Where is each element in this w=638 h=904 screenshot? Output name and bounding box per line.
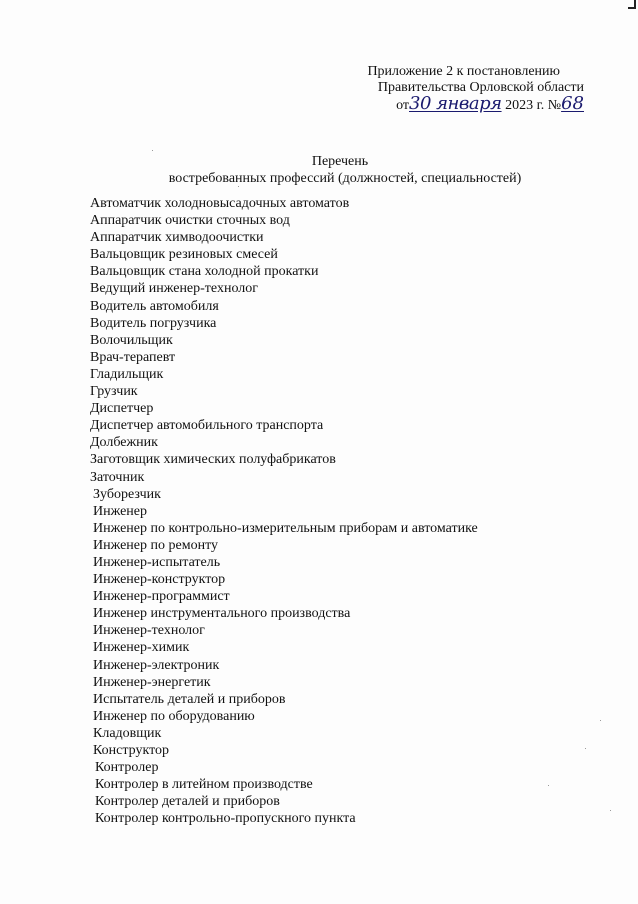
list-item: Конструктор	[93, 743, 170, 758]
appendix-date-row	[354, 93, 584, 114]
list-item: Зуборезчик	[93, 486, 161, 502]
scan-speck	[238, 186, 239, 187]
scan-speck	[600, 720, 601, 721]
list-item: Инженер по ремонту	[93, 537, 219, 553]
handwritten-number: 68	[561, 93, 584, 114]
list-item: Врач-терапевт	[90, 349, 176, 365]
list-item: Водитель автомобиля	[90, 298, 219, 314]
heading-title: Перечень	[311, 154, 369, 169]
list-item: Аппаратчик очистки сточных вод	[90, 213, 290, 229]
from-prefix: от	[396, 98, 409, 113]
handwritten-date: 30 января	[409, 93, 502, 114]
appendix-line-1: Приложение 2 к постановлению	[367, 64, 560, 79]
list-item: Ведущий инженер-технолог	[90, 281, 258, 297]
appendix-line-2: Правительства Орловской области	[377, 80, 584, 95]
list-item: Диспетчер автомобильного транспорта	[90, 418, 324, 434]
list-item: Инженер по контрольно-измерительным приборам и автоматике	[93, 520, 478, 536]
list-item: Вальцовщик резиновых смесей	[90, 247, 278, 263]
list-item: Инженер-энергетик	[93, 674, 211, 690]
list-item: Долбежник	[90, 435, 158, 451]
heading-subtitle: востребованных профессий (должностей, специальностей)	[168, 171, 522, 186]
list-item: Инженер-программист	[93, 589, 230, 605]
scan-speck	[585, 748, 586, 749]
list-item: Диспетчер	[90, 401, 154, 417]
list-item: Инженер-электроник	[93, 657, 220, 673]
list-item: Инженер-конструктор	[93, 572, 226, 588]
list-item: Вальцовщик стана холодной прокатки	[90, 264, 319, 280]
list-item: Испытатель деталей и приборов	[93, 691, 286, 707]
list-item: Инженер-технолог	[93, 623, 205, 639]
scan-speck	[548, 785, 549, 786]
appendix-block	[354, 64, 584, 114]
list-item: Контролер деталей и приборов	[95, 794, 280, 810]
list-item: Аппаратчик химводоочистки	[90, 230, 264, 246]
list-item: Инженер-химик	[93, 640, 190, 656]
scan-corner-mark	[628, 0, 636, 9]
scan-speck	[152, 150, 153, 151]
list-item: Кладовщик	[93, 725, 162, 741]
list-item: Заготовщик химических полуфабрикатов	[90, 452, 336, 468]
document-heading	[140, 153, 540, 187]
list-item: Автоматчик холодновысадочных автоматов	[90, 196, 350, 211]
list-item: Контролер в литейном производстве	[95, 777, 313, 793]
list-item: Инженер инструментального производства	[93, 606, 351, 622]
professions-list	[90, 195, 478, 827]
list-item: Инженер по оборудованию	[93, 708, 255, 724]
list-item: Гладильщик	[90, 366, 164, 382]
list-item: Водитель погрузчика	[90, 315, 217, 331]
year-and-number-label: 2023 г. №	[505, 98, 562, 113]
list-item: Инженер-испытатель	[93, 554, 221, 570]
list-item: Контролер	[95, 760, 159, 776]
scan-speck	[610, 810, 611, 811]
list-item: Контролер контрольно-пропускного пункта	[95, 811, 356, 827]
list-item: Заточник	[90, 469, 145, 485]
list-item: Грузчик	[90, 384, 138, 400]
list-item: Инженер	[93, 503, 148, 519]
list-item: Волочильщик	[90, 332, 173, 348]
